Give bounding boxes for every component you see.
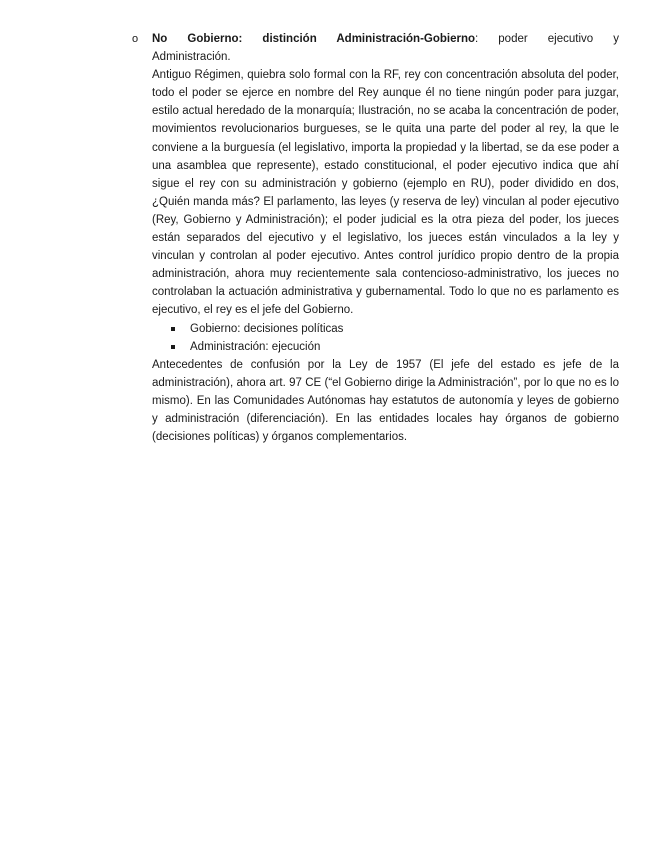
circle-bullet-icon: o xyxy=(132,33,139,45)
item-heading xyxy=(152,30,619,48)
sub-list-item xyxy=(190,320,619,338)
body-paragraph: Antiguo Régimen, quiebra solo formal con la RF, rey con concentración absoluta del poder, todo el poder se ejerce en nombre del Rey aunque él no tiene ningún poder para juzgar, estilo actual heredado de la monarquía; Ilustración, no se acaba la concentración de poder, movimientos revolucionarios burgueses, se le quita una parte del poder al rey, la que le conviene a la burguesía (el legislativo, importa la propiedad y la libertad, se da ese poder a una asamblea que represente), estado constitucional, el poder ejecutivo indica que ahí sigue el rey con su administración y gobierno (ejemplo en RU), poder dividido en dos, ¿Quién manda más? El parlamento, las leyes (y reserva de ley) vinculan al poder ejecutivo (Rey, Gobierno y Administración); el poder judicial es la otra pieza del poder, los jueces están separados del ejecutivo y el legislativo, los jueces están vinculados a la ley y vinculan y controlan al poder ejecutivo. Antes control jurídico propio dentro de la propia administración, ahora muy recientemente sala contencioso-administrativo, los jueces no controlaban la actuación administrativa y gubernamental. Todo lo que no es parlamento es ejecutivo, el rey es el jefe del Gobierno. xyxy=(152,69,619,317)
square-bullet-icon xyxy=(171,345,175,349)
list-item xyxy=(132,30,619,446)
sub-list xyxy=(152,320,619,356)
sub-list-text: Gobierno: decisiones políticas xyxy=(190,322,344,335)
heading-rest: : poder ejecutivo y xyxy=(475,33,619,45)
heading-continuation: Administración. xyxy=(152,51,231,64)
body-paragraph: Antecedentes de confusión por la Ley de 1957 (El jefe del estado es jefe de la administración), ahora art. 97 CE (“el Gobierno dirige la Administración”, por lo que no es lo mismo). En las Comunidades Autónomas hay estatutos de autonomía y leyes de gobierno y administración (diferenciación). En las entidades locales hay órganos de gobierno (decisiones políticas) y órganos complementarios. xyxy=(152,358,619,444)
heading-bold: No Gobierno: distinción Administración-Gobierno xyxy=(152,33,476,45)
sub-list-text: Administración: ejecución xyxy=(190,340,321,353)
sub-list-item xyxy=(190,338,619,356)
square-bullet-icon xyxy=(171,327,175,331)
